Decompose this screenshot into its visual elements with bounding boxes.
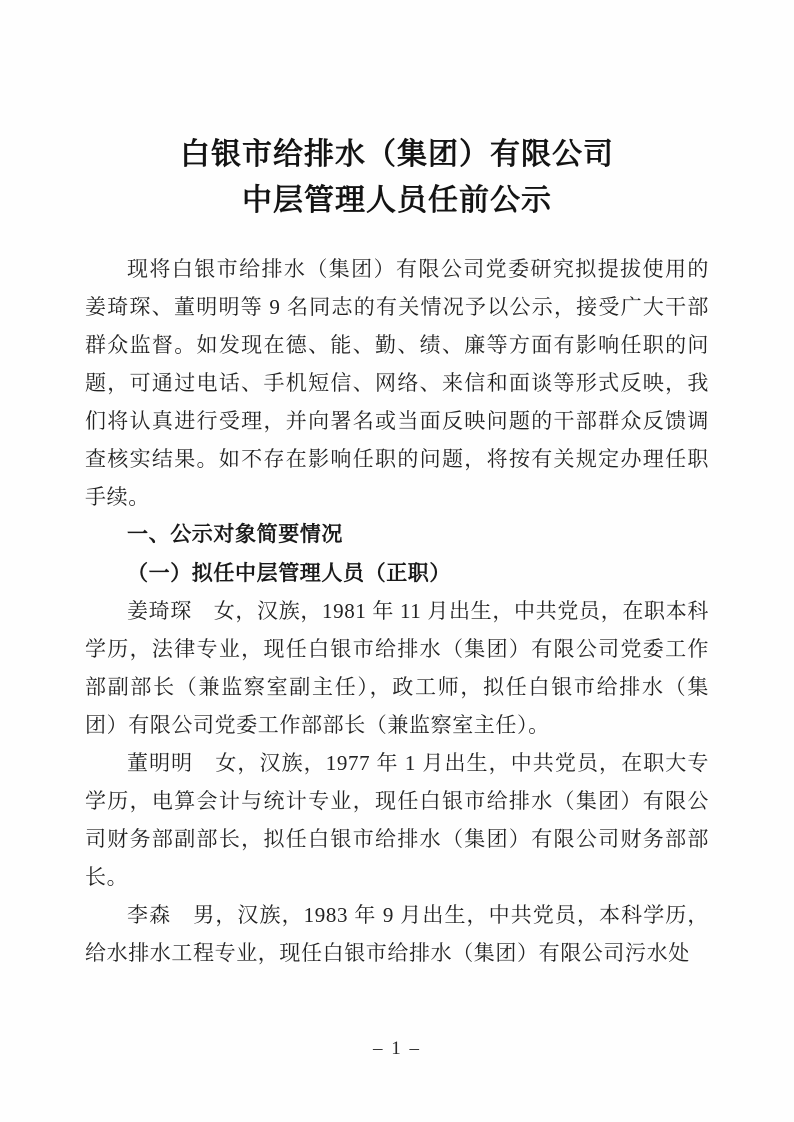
document-body: [85, 250, 709, 972]
intro-paragraph: 现将白银市给排水（集团）有限公司党委研究拟提拔使用的姜琦琛、董明明等 9 名同志的有关情况予以公示，接受广大干部群众监督。如发现在德、能、勤、绩、廉等方面有影响任职的问题，可通过电话、手机短信、网络、来信和面谈等形式反映，我们将认真进行受理，并向署名或当面反映问题的干部群众反馈调查核实结果。如不存在影响任职的问题，将按有关规定办理任职手续。: [85, 257, 709, 509]
person-paragraph-lisen: 李森 男，汉族，1983 年 9 月出生，中共党员，本科学历，给水排水工程专业，现任白银市给排水（集团）有限公司污水处: [85, 903, 709, 965]
document-title: [85, 132, 709, 224]
subsection-heading: （一）拟任中层管理人员（正职）: [127, 561, 451, 585]
title-line-1: 白银市给排水（集团）有限公司: [180, 138, 614, 171]
person-paragraph-jiangqichen: 姜琦琛 女，汉族，1981 年 11 月出生，中共党员，在职本科学历，法律专业，现任白银市给排水（集团）有限公司党委工作部副部长（兼监察室副主任），政工师，拟任白银市给排水（集团）有限公司党委工作部部长（兼监察室主任）。: [85, 599, 709, 737]
page-number: – 1 –: [373, 1038, 421, 1059]
person-paragraph-dongmingming: 董明明 女，汉族，1977 年 1 月出生，中共党员，在职大专学历，电算会计与统计专业，现任白银市给排水（集团）有限公司财务部副部长，拟任白银市给排水（集团）有限公司财务部部长。: [85, 751, 709, 889]
title-line-2: 中层管理人员任前公示: [242, 184, 552, 217]
section-heading: 一、公示对象简要情况: [127, 523, 343, 546]
